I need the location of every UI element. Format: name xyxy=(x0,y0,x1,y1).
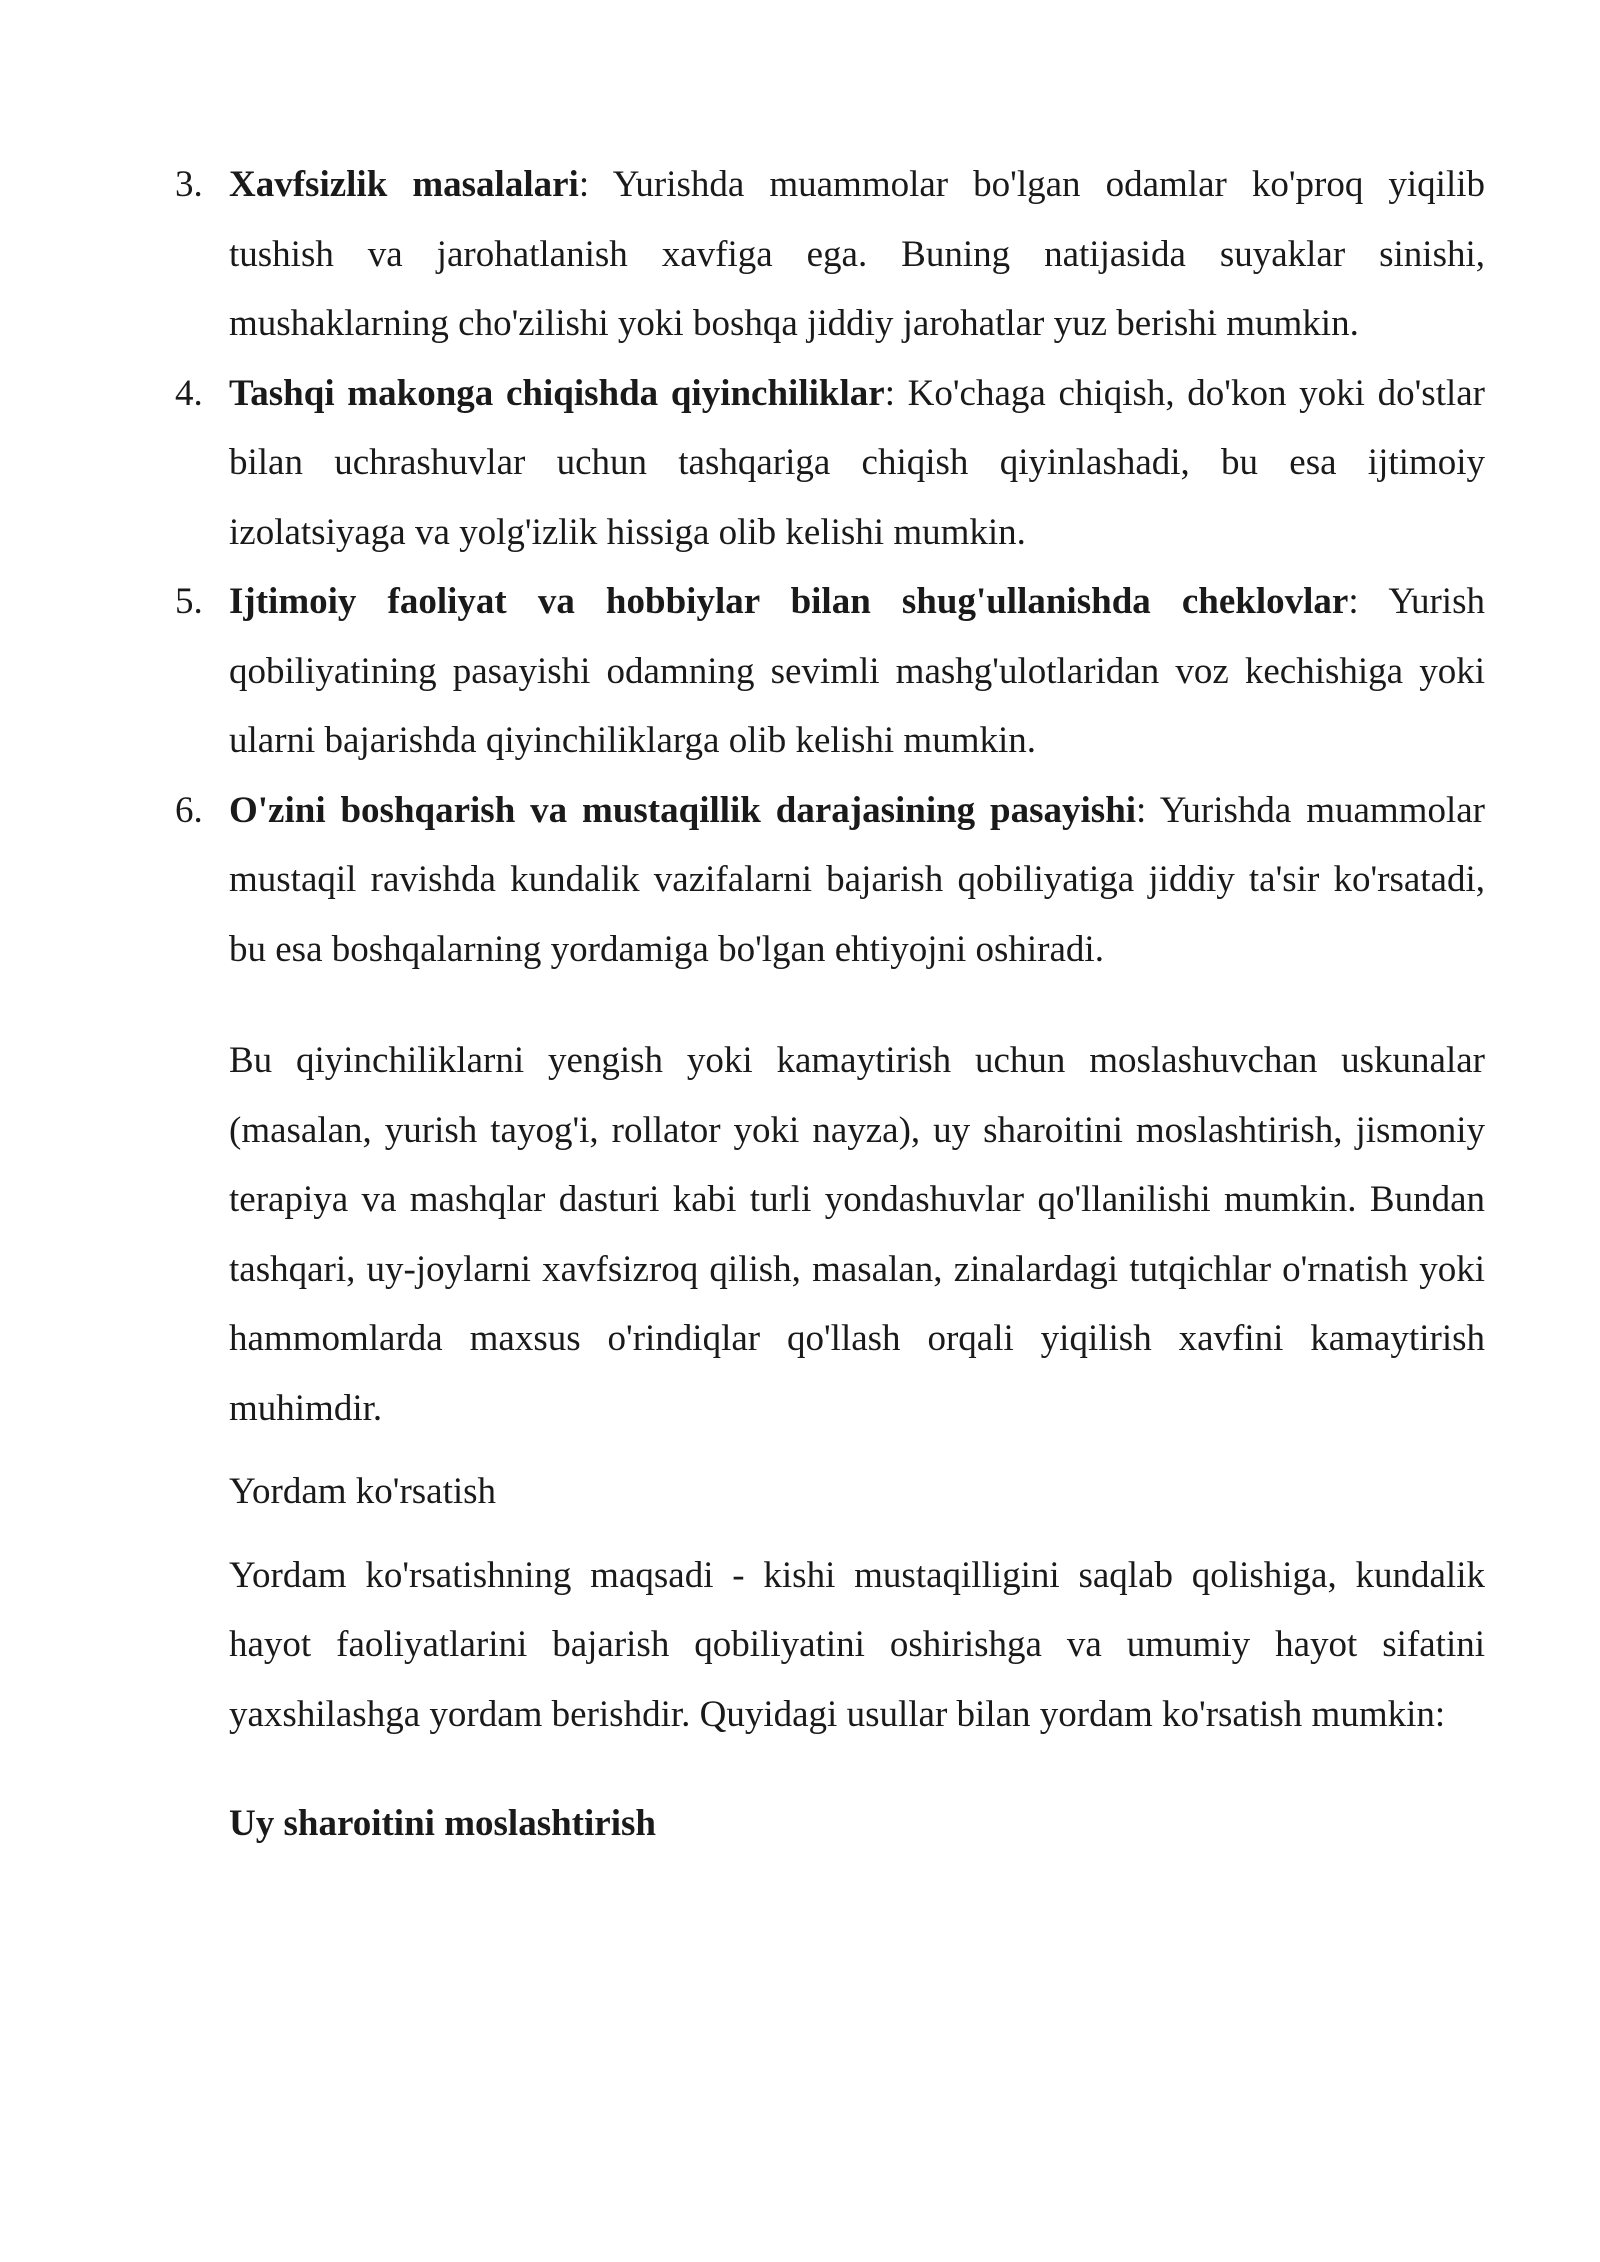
list-item-title: O'zini boshqarish va mustaqillik darajasining pasayishi xyxy=(229,789,1137,831)
section-heading: Yordam ko'rsatish xyxy=(229,1471,497,1512)
list-number: 5. xyxy=(175,581,203,622)
list-item-title: Xavfsizlik masalalari xyxy=(229,164,579,205)
list-item-3 xyxy=(175,150,1486,359)
list-number: 4. xyxy=(175,372,203,414)
numbered-list xyxy=(175,150,1486,984)
list-item-title: Ijtimoiy faoliyat va hobbiylar bilan shug'ullanishda cheklovlar xyxy=(229,581,1349,622)
list-item-text: : Ko'chaga chiqish, do'kon yoki do'stlar bilan uchrashuvlar uchun tashqariga chiqish qiyinlashadi, bu esa ijtimoiy izolatsiyaga va yolg'izlik hissiga olib kelishi mumkin. xyxy=(229,372,1485,553)
list-number: 6. xyxy=(175,789,203,831)
subsection-heading: Uy sharoitini moslashtirish xyxy=(229,1803,656,1844)
list-item-text: : Yurish qobiliyatining pasayishi odamning sevimli mashg'ulotlaridan voz kechishiga yoki ularni bajarishda qiyinchiliklarga olib kelishi mumkin. xyxy=(229,581,1485,761)
intro-paragraph: Bu qiyinchiliklarni yengish yoki kamaytirish uchun moslashuvchan uskunalar (masalan, yurish tayog'i, rollator yoki nayza), uy sharoitini moslashtirish, jismoniy terapiya va mashqlar dasturi kabi turli yondashuvlar qo'llanilishi mumkin. Bundan tashqari, uy-joylarni xavfsizroq qilish, masalan, zinalardagi tutqichlar o'rnatish yoki hammomlarda maxsus o'rindiqlar qo'llash orqali yiqilish xavfini kamaytirish muhimdir. xyxy=(229,1040,1485,1429)
list-item-text: : Yurishda muammolar mustaqil ravishda kundalik vazifalarni bajarish qobiliyatiga jiddiy ta'sir ko'rsatadi, bu esa boshqalarning yordamiga bo'lgan ehtiyojni oshiradi. xyxy=(229,789,1485,970)
list-number: 3. xyxy=(175,164,203,205)
document-body xyxy=(175,150,1486,1859)
list-item-text: : Yurishda muammolar bo'lgan odamlar ko'proq yiqilib tushish va jarohatlanish xavfiga ega. Buning natijasida suyaklar sinishi, mushaklarning cho'zilishi yoki boshqa jiddiy jarohatlar yuz berishi mumkin. xyxy=(229,164,1486,344)
list-item-6 xyxy=(175,776,1485,985)
list-item-5 xyxy=(175,567,1485,776)
list-item-title: Tashqi makonga chiqishda qiyinchiliklar xyxy=(229,372,885,414)
section-paragraph: Yordam ko'rsatishning maqsadi - kishi mustaqilligini saqlab qolishiga, kundalik hayot faoliyatlarini bajarish qobiliyatini oshirishga va umumiy hayot sifatini yaxshilashga yordam berishdir. Quyidagi usullar bilan yordam ko'rsatish mumkin: xyxy=(229,1554,1485,1735)
list-item-4 xyxy=(175,359,1485,568)
